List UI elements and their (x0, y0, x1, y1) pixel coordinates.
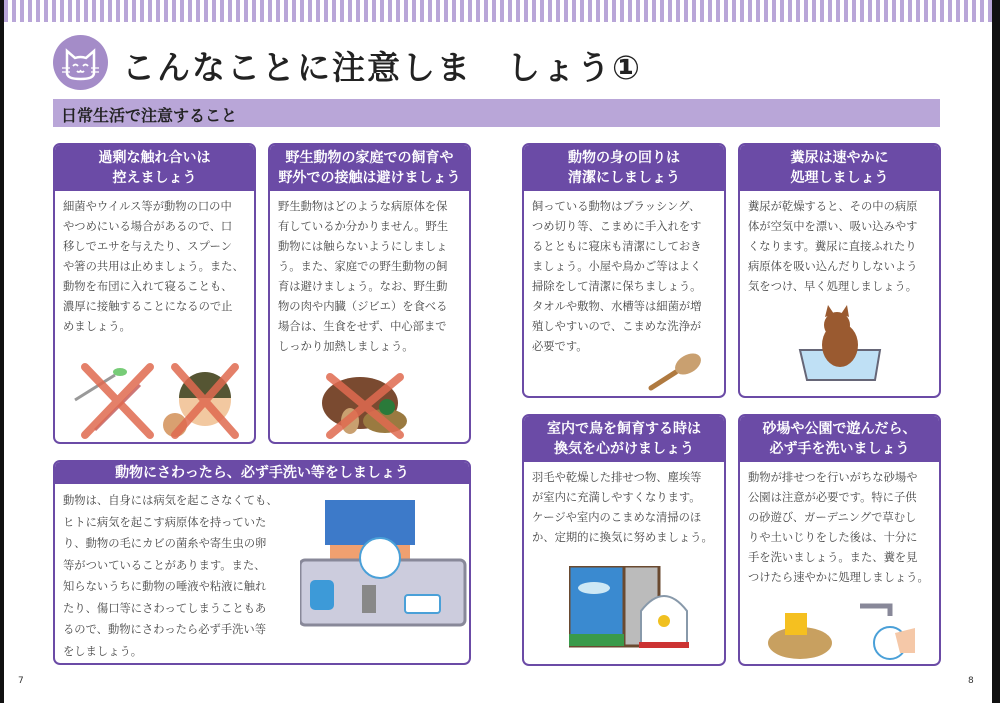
card-body: 動物は、自身には病気を起こさなくても、 ヒトに病気を起こす病原体を持っていた り、動物の毛にカビの菌糸や寄生虫の卵 等がついていることがあります。また、 知らないうちに動物の唾液や粘液に触れ たり、傷口等にさわってしまうこともあ るので、動物にさわったら必ず手洗い等 をしましょう。 (63, 494, 278, 658)
card-bird-ventilation (522, 414, 726, 666)
no-sharing-illustration (65, 355, 245, 440)
card-body: 羽毛や乾燥した排せつ物、塵埃等 が室内に充満しやすくなります。 ケージや室内のこまめな清掃のほ か、定期的に換気に努めましょう。 (532, 471, 713, 544)
card-title: 野生動物の家庭での飼育や 野外での接触は避けましょう (270, 145, 469, 191)
card-title: 砂場や公園で遊んだら、 必ず手を洗いましょう (740, 416, 939, 462)
sandbox-handwash-illustration (765, 598, 925, 663)
card-title: 動物にさわったら、必ず手洗い等をしましょう (55, 462, 469, 484)
cat-litter-illustration (795, 305, 890, 385)
cat-icon (53, 35, 108, 90)
section-heading: 日常生活で注意すること (53, 99, 940, 127)
card-body: 糞尿が乾燥すると、その中の病原 体が空気中を漂い、吸い込みやす くなります。糞尿に直接ふれたり 病原体を吸い込んだりしないよう 気をつけ、早く処理しましょう。 (748, 200, 918, 293)
card-body: 野生動物はどのような病原体を保 有しているか分かりません。野生 動物には触らないようにしましょ う。また、家庭での野生動物の飼 育は避けましょう。なお、野生動 物の肉や内臓（ジビエ）を食べる 場合は、生食をせず、中心部まで しっかり加熱しましょう。 (278, 200, 449, 353)
page-title: こんなことに注意しま しょう① (122, 48, 642, 87)
card-keep-clean (522, 143, 726, 398)
card-avoid-close-contact (53, 143, 256, 444)
card-sandbox-park (738, 414, 941, 666)
card-title: 室内で鳥を飼育する時は 換気を心がけましょう (524, 416, 724, 462)
card-wash-hands (53, 460, 471, 665)
pamphlet-page (4, 0, 992, 703)
wild-animals-illustration (315, 367, 425, 439)
card-body: 動物が排せつを行いがちな砂場や 公園は注意が必要です。特に子供 の砂遊び、ガーデニングで草むし りや土いじりをした後は、十分に 手を洗いましょう。また、糞を見 つけたら速やかに処理しましょう。 (748, 471, 929, 584)
card-title: 糞尿は速やかに 処理しましょう (740, 145, 939, 191)
card-body: 細菌やウイルス等が動物の口の中 やつめにいる場合があるので、口 移しでエサを与えたり、スプーン や箸の共用は止めましょう。また、 動物を布団に入れて寝ることも、 濃厚に接触することになるので止 めましょう。 (63, 200, 244, 333)
card-waste-disposal (738, 143, 941, 398)
brush-icon (646, 350, 706, 395)
decorative-stripes (4, 0, 992, 22)
card-wild-animals (268, 143, 471, 444)
card-body: 飼っている動物はブラッシング、 つめ切り等、こまめに手入れをす るとともに寝床も清潔にしておき ましょう。小屋や鳥かご等はよく 掃除をして清潔に保ちましょう。 タオルや敷物、水槽等は細菌が増 殖しやすいので、こまめな洗浄が 必要です。 (532, 200, 702, 353)
page-number-right: 8 (968, 676, 974, 686)
hand-washing-illustration (300, 500, 470, 640)
card-title: 動物の身の回りは 清潔にしましょう (524, 145, 724, 191)
birdcage-window-illustration (569, 566, 699, 651)
card-title: 過剰な触れ合いは 控えましょう (55, 145, 254, 191)
page-number-left: 7 (18, 676, 24, 686)
